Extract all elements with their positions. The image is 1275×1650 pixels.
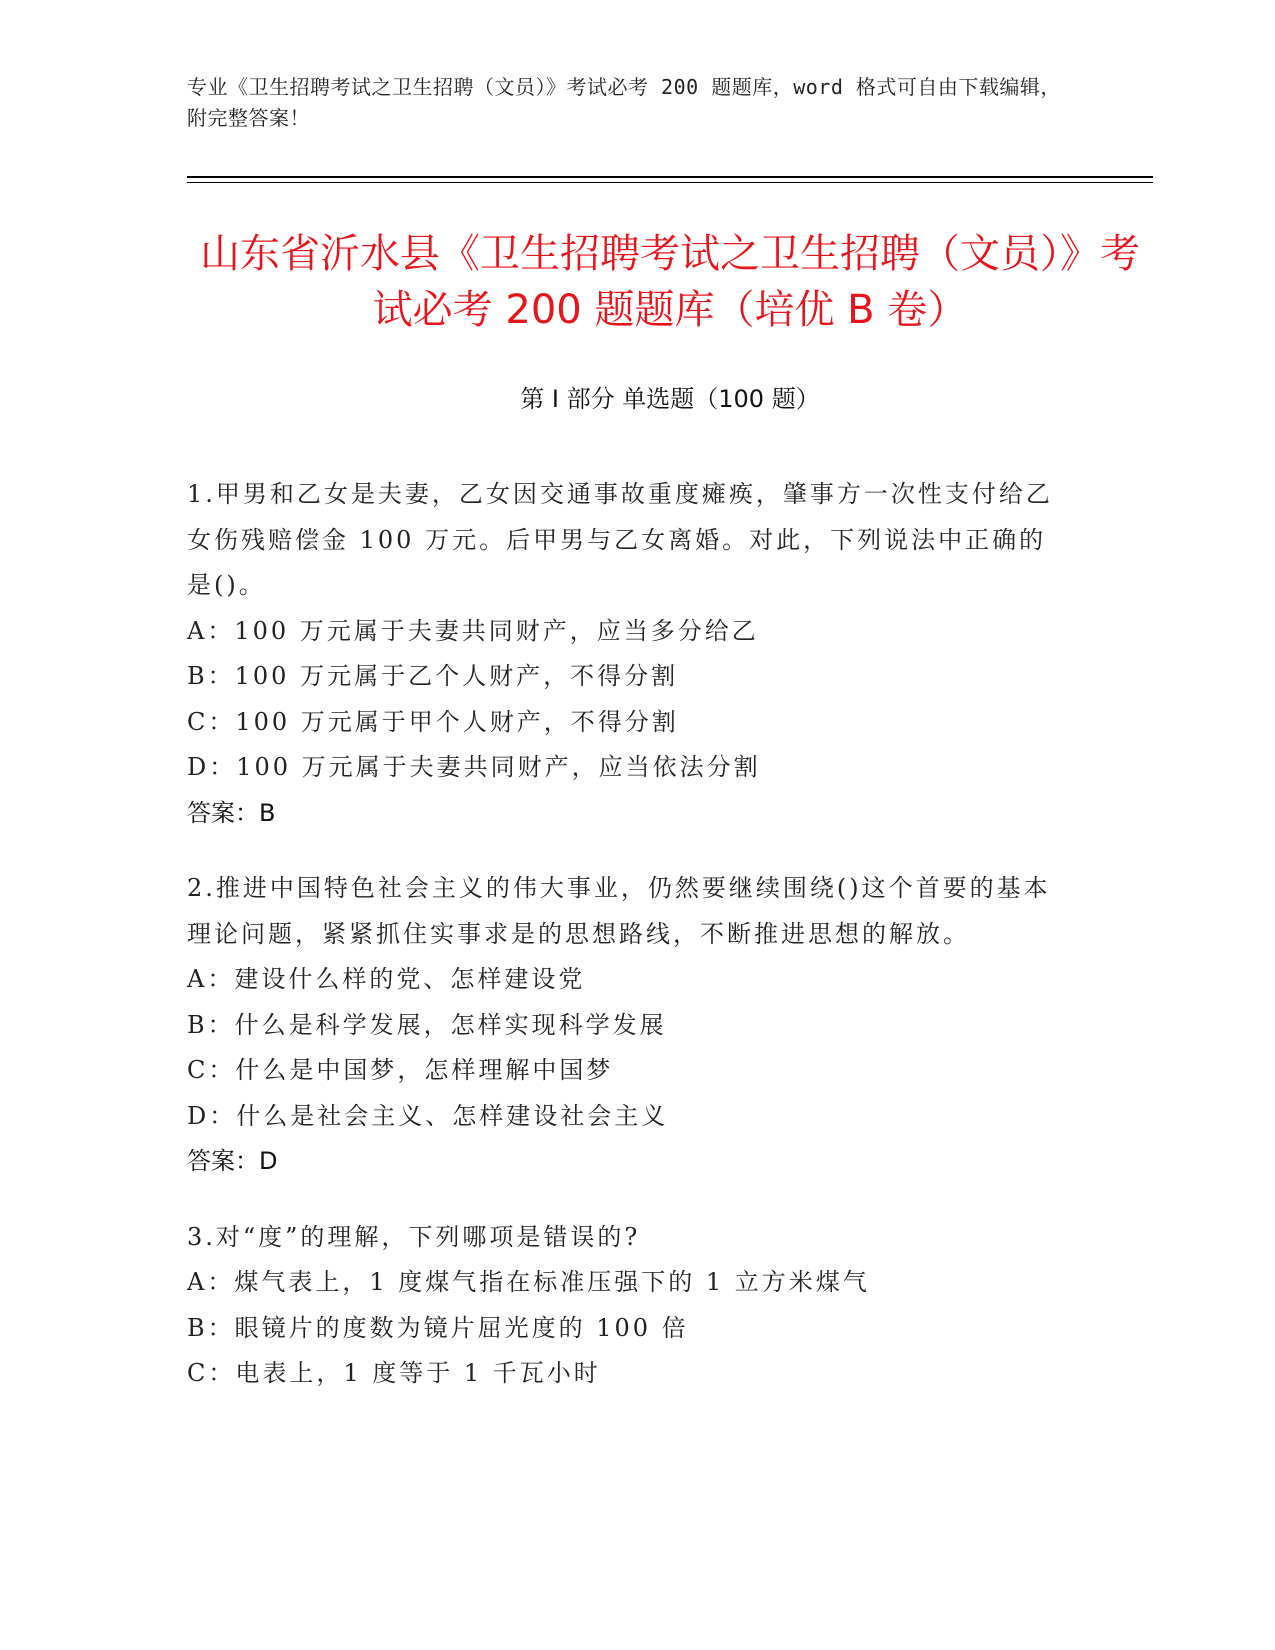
option-d: D：100 万元属于夫妻共同财产，应当依法分割 (187, 753, 761, 781)
answer: 答案：B (187, 798, 276, 827)
option-c: C：电表上，1 度等于 1 千瓦小时 (187, 1359, 601, 1387)
option-b: B：眼镜片的度数为镜片屈光度的 100 倍 (187, 1313, 689, 1342)
option-d: D：什么是社会主义、怎样建设社会主义 (187, 1101, 669, 1130)
option-a: A：煤气表上，1 度煤气指在标准压强下的 1 立方米煤气 (187, 1268, 870, 1296)
document-title: 山东省沂水县《卫生招聘考试之卫生招聘（文员）》考试必考 200 题题库（培优 B 卷） (200, 231, 1140, 333)
question-list (187, 472, 1067, 1427)
question-3 (187, 1215, 1067, 1397)
question-stem: 1.甲男和乙女是夫妻，乙女因交通事故重度瘫痪，肇事方一次性支付给乙女伤残赔偿金 100 万元。后甲男与乙女离婚。对此，下列说法中正确的是()。 (187, 480, 1053, 599)
question-stem: 2.推进中国特色社会主义的伟大事业，仍然要继续围绕()这个首要的基本理论问题，紧紧抓住实事求是的思想路线，不断推进思想的解放。 (187, 874, 1051, 948)
option-b: B：什么是科学发展，怎样实现科学发展 (187, 1010, 667, 1039)
question-2 (187, 866, 1067, 1185)
option-a: A：100 万元属于夫妻共同财产，应当多分给乙 (187, 616, 759, 645)
option-c: C：100 万元属于甲个人财产，不得分割 (187, 707, 679, 736)
question-1 (187, 472, 1067, 836)
option-b: B：100 万元属于乙个人财产，不得分割 (187, 662, 679, 690)
option-c: C：什么是中国梦，怎样理解中国梦 (187, 1056, 614, 1084)
header-divider-thin (187, 182, 1153, 183)
header-note: 专业《卫生招聘考试之卫生招聘（文员）》考试必考 200 题题库，word 格式可自由下载编辑，附完整答案！ (187, 75, 1061, 130)
option-a: A：建设什么样的党、怎样建设党 (187, 965, 586, 993)
question-stem: 3.对“度”的理解，下列哪项是错误的? (187, 1222, 641, 1251)
answer: 答案：D (187, 1147, 278, 1175)
header-divider-thick (187, 176, 1153, 178)
section-title: 第 I 部分 单选题（100 题） (520, 385, 820, 413)
